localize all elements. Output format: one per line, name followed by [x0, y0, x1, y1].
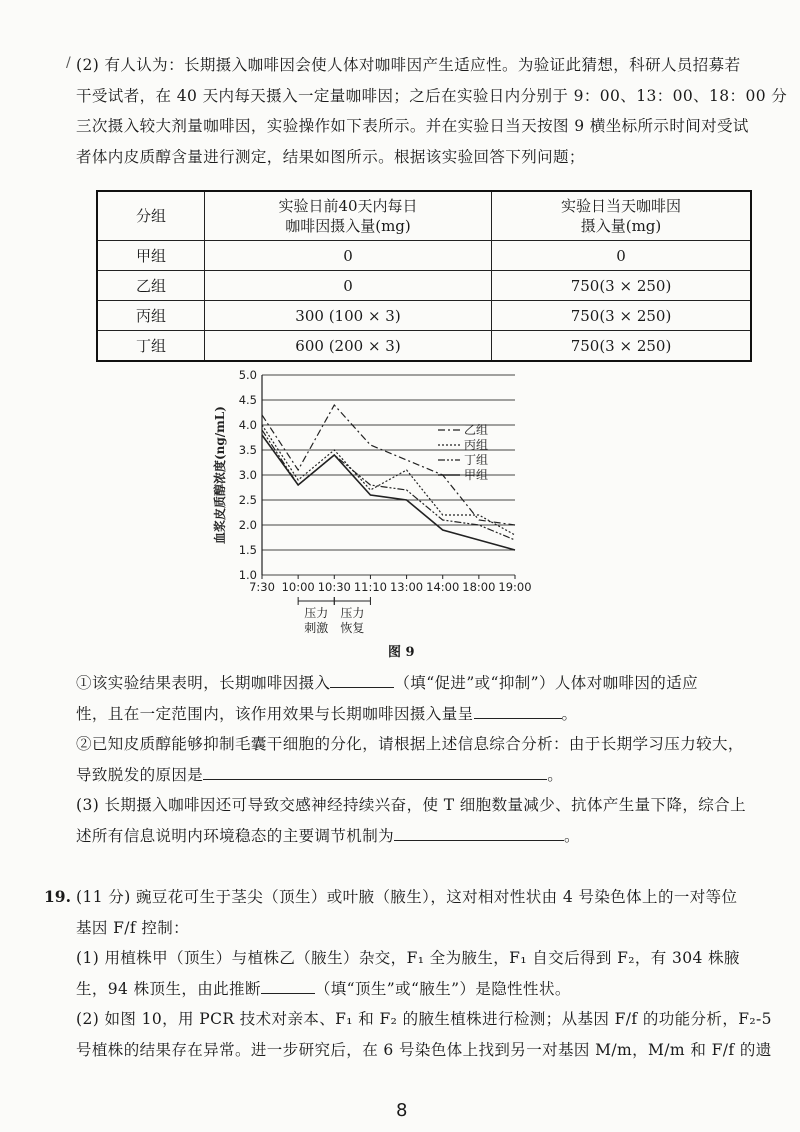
page-number: 8: [396, 1100, 408, 1121]
text-line: (1) 用植株甲（顶生）与植株乙（腋生）杂交，F₁ 全为腋生，F₁ 自交后得到 F₂，有 304 株腋: [76, 949, 740, 967]
table-row: [97, 331, 751, 362]
text-line: (11 分) 豌豆花可生于茎尖（顶生）或叶腋（腋生），这对相对性状由 4 号染色体上的一对等位: [76, 888, 738, 906]
table-header-cell: 实验日前40天内每日 咖啡因摄入量(mg): [205, 191, 492, 241]
x-tick-label: 10:30: [317, 580, 351, 594]
table-header-cell: 分组: [97, 191, 205, 241]
answer-blank[interactable]: [261, 975, 315, 994]
table-cell: 0: [205, 271, 492, 301]
table-cell: 丁组: [97, 331, 205, 362]
legend-label: 丁组: [464, 453, 489, 467]
annotation-label: 压力恢复: [340, 606, 365, 635]
q19-number: 19.: [44, 887, 71, 906]
table-cell: 乙组: [97, 271, 205, 301]
text-line: 者体内皮质醇含量进行测定，结果如图所示。根据该实验回答下列问题；: [76, 147, 585, 166]
x-tick-label: 14:00: [426, 580, 460, 594]
y-tick-label: 4.0: [238, 418, 257, 432]
figure-caption: 图 9: [388, 645, 415, 660]
table-header-cell: 实验日当天咖啡因 摄入量(mg): [492, 191, 752, 241]
table-cell: 300 (100 × 3): [205, 301, 492, 331]
legend-label: 甲组: [464, 468, 489, 482]
table-row: [97, 241, 751, 271]
x-tick-label: 10:00: [281, 580, 315, 594]
annotation-label: 压力刺激: [304, 606, 329, 635]
y-tick-label: 5.0: [238, 368, 257, 382]
table-header-row: [97, 191, 751, 241]
text-line: 号植株的结果存在异常。进一步研究后，在 6 号染色体上找到另一对基因 M/m，M/m 和 F/f 的遗: [76, 1040, 772, 1059]
y-tick-label: 2.0: [238, 518, 257, 532]
margin-mark: /: [66, 55, 71, 71]
table-cell: 甲组: [97, 241, 205, 271]
cortisol-line-chart: [210, 362, 540, 637]
table-cell: 丙组: [97, 301, 205, 331]
y-tick-label: 3.5: [238, 443, 257, 457]
table-cell: 600 (200 × 3): [205, 331, 492, 362]
y-tick-label: 1.5: [238, 543, 257, 557]
text-line: 生，94 株顶生，由此推断 （填“顶生”或“腋生”）是隐性性状。: [76, 974, 766, 1005]
sub1-line2: 性，且在一定范围内，该作用效果与长期咖啡因摄入量呈 。: [76, 699, 766, 730]
part3-line1: (3) 长期摄入咖啡因还可导致交感神经持续兴奋，使 T 细胞数量减少、抗体产生量下降，综合上: [76, 796, 746, 814]
text-line: (2) 如图 10，用 PCR 技术对亲本、F₁ 和 F₂ 的腋生植株进行检测；从基因 F/f 的功能分析，F₂-5: [76, 1010, 772, 1028]
table-cell: 750(3 × 250): [492, 331, 752, 362]
q19-text: [76, 882, 772, 1065]
x-tick-label: 13:00: [389, 580, 424, 594]
x-tick-label: 7:30: [249, 580, 275, 594]
answer-blank[interactable]: [394, 822, 564, 841]
sub2-line1: ②已知皮质醇能够抑制毛囊干细胞的分化，请根据上述信息综合分析：由于长期学习压力较大，: [76, 735, 744, 753]
table-cell: 0: [492, 241, 752, 271]
y-tick-label: 3.0: [238, 468, 257, 482]
table-cell: 0: [205, 241, 492, 271]
answer-blank[interactable]: [474, 700, 562, 719]
legend-label: 丙组: [464, 438, 489, 452]
sub1-line1: ①该实验结果表明，长期咖啡因摄入 （填“促进”或“抑制”）人体对咖啡因的适应: [76, 668, 766, 699]
table-cell: 750(3 × 250): [492, 301, 752, 331]
x-tick-label: 18:00: [462, 580, 496, 594]
table-row: [97, 271, 751, 301]
text-line: 基因 F/f 控制：: [76, 918, 190, 937]
table-cell: 750(3 × 250): [492, 271, 752, 301]
y-tick-label: 1.0: [238, 568, 257, 582]
text-line: 三次摄入较大剂量咖啡因，实验操作如下表所示。并在实验日当天按图 9 横坐标所示时间对受试: [76, 117, 749, 135]
x-tick-label: 11:10: [353, 580, 388, 594]
experiment-table: [96, 190, 752, 362]
x-tick-label: 19:00: [498, 580, 532, 594]
answer-blank[interactable]: [330, 669, 394, 688]
answer-blank[interactable]: [203, 761, 547, 780]
q18-part2-text: [76, 50, 788, 172]
sub2-line2: 导致脱发的原因是 。: [76, 760, 766, 791]
y-tick-label: 2.5: [238, 493, 257, 507]
text-line: (2) 有人认为：长期摄入咖啡因会使人体对咖啡因产生适应性。为验证此猜想，科研人员招募若: [76, 56, 741, 74]
y-axis-label: 血浆皮质醇浓度(ng/mL): [213, 406, 227, 544]
legend-label: 乙组: [464, 423, 489, 437]
q18-sub-questions: [76, 668, 766, 851]
y-tick-label: 4.5: [238, 393, 257, 407]
table-row: [97, 301, 751, 331]
part3-line2: 述所有信息说明内环境稳态的主要调节机制为 。: [76, 821, 766, 852]
text-line: 干受试者，在 40 天内每天摄入一定量咖啡因；之后在实验日内分别于 9：00、13：00、18：00 分: [76, 86, 788, 105]
